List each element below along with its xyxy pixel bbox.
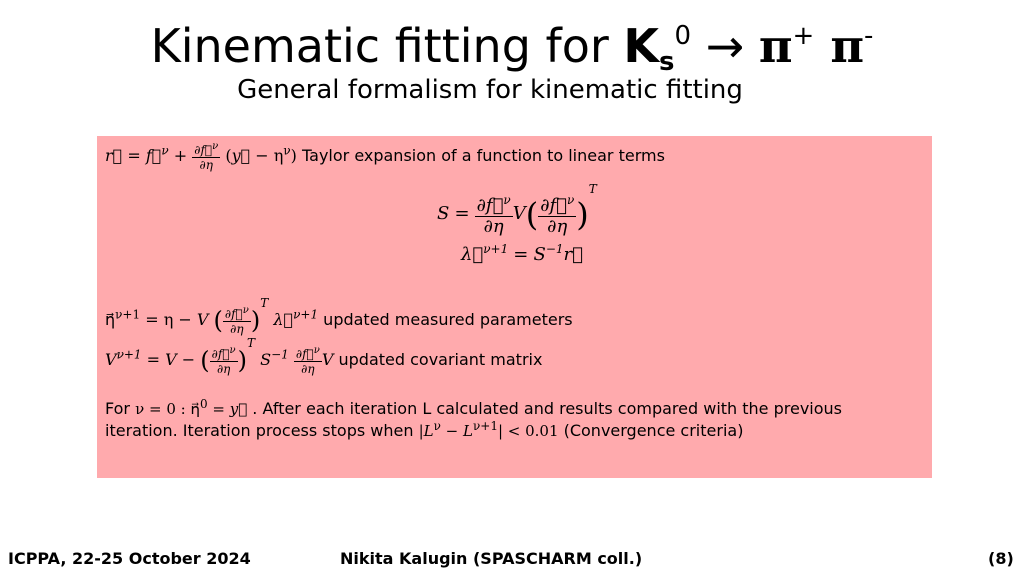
convergence-paragraph-line1: For ν = 0 : η⃗$^0$ = y⃗ . After each iteration L calculated and results compared with the previous <box>105 397 843 418</box>
title-kaon: K <box>623 19 660 73</box>
slide-subtitle: General formalism for kinematic fitting <box>237 75 743 105</box>
equation-covariance-update: $V^{\nu+1} = V$ − ( $\frac{\partial f⃗^\nu}{\partial\eta}$ )$^T$ $S^{-1}$ $\frac{\partial f⃗^\nu}{\partial\eta}$ V updated covariant matrix <box>105 336 543 376</box>
footer-author: Nikita Kalugin (SPASCHARM coll.) <box>340 549 643 568</box>
title-minus: - <box>864 21 874 51</box>
title-plus: + <box>792 21 815 51</box>
equation-eta-update: η⃗$^{\nu+1}$ = η − V ( $\frac{\partial f⃗^\nu}{\partial\eta}$ )$^T$ λ⃗$^{\nu+1}$ updated measured parameters <box>105 296 573 336</box>
title-kaon-superscript: 0 <box>674 21 692 51</box>
updated-parameters-text: updated measured parameters <box>323 310 573 329</box>
title-pi-minus: π <box>814 19 865 73</box>
equation-residual: r⃗ = f⃗$^\nu$ + $\frac{\partial f⃗^\nu}{\partial\eta}$ (y⃗ − $\eta^\nu$) Taylor expansion of a function to linear terms <box>105 141 665 172</box>
equation-s-matrix: S = $\frac{\partial f⃗^\nu}{\partial\eta}$ V( $\frac{\partial f⃗^\nu}{\partial\eta}$ )$^T$ <box>437 182 597 237</box>
title-arrow: → <box>691 19 759 73</box>
convergence-paragraph-line2: iteration. Iteration process stops when $|L^\nu - L^{\nu+1}| < 0.01$ (Convergence criteria) <box>105 419 744 440</box>
initial-condition: ν = 0 : η⃗$^0$ = y⃗ <box>135 397 248 418</box>
footer-conference: ICPPA, 22-25 October 2024 <box>8 549 251 568</box>
taylor-expansion-text: Taylor expansion of a function to linear terms <box>302 146 665 165</box>
title-kaon-subscript: s <box>659 47 675 77</box>
title-text: Kinematic fitting for <box>150 19 624 73</box>
equation-lambda: λ⃗$^{\nu+1}$ = $S^{-1}r⃗$ <box>461 242 583 265</box>
slide-title <box>0 4 1024 77</box>
formula-panel <box>97 136 932 478</box>
convergence-criterion: $|L^\nu - L^{\nu+1}| < 0.01$ <box>418 419 559 440</box>
footer-page-number: (8) <box>988 549 1014 568</box>
title-pi-plus: π <box>758 19 793 73</box>
updated-covariance-text: updated covariant matrix <box>338 350 543 369</box>
